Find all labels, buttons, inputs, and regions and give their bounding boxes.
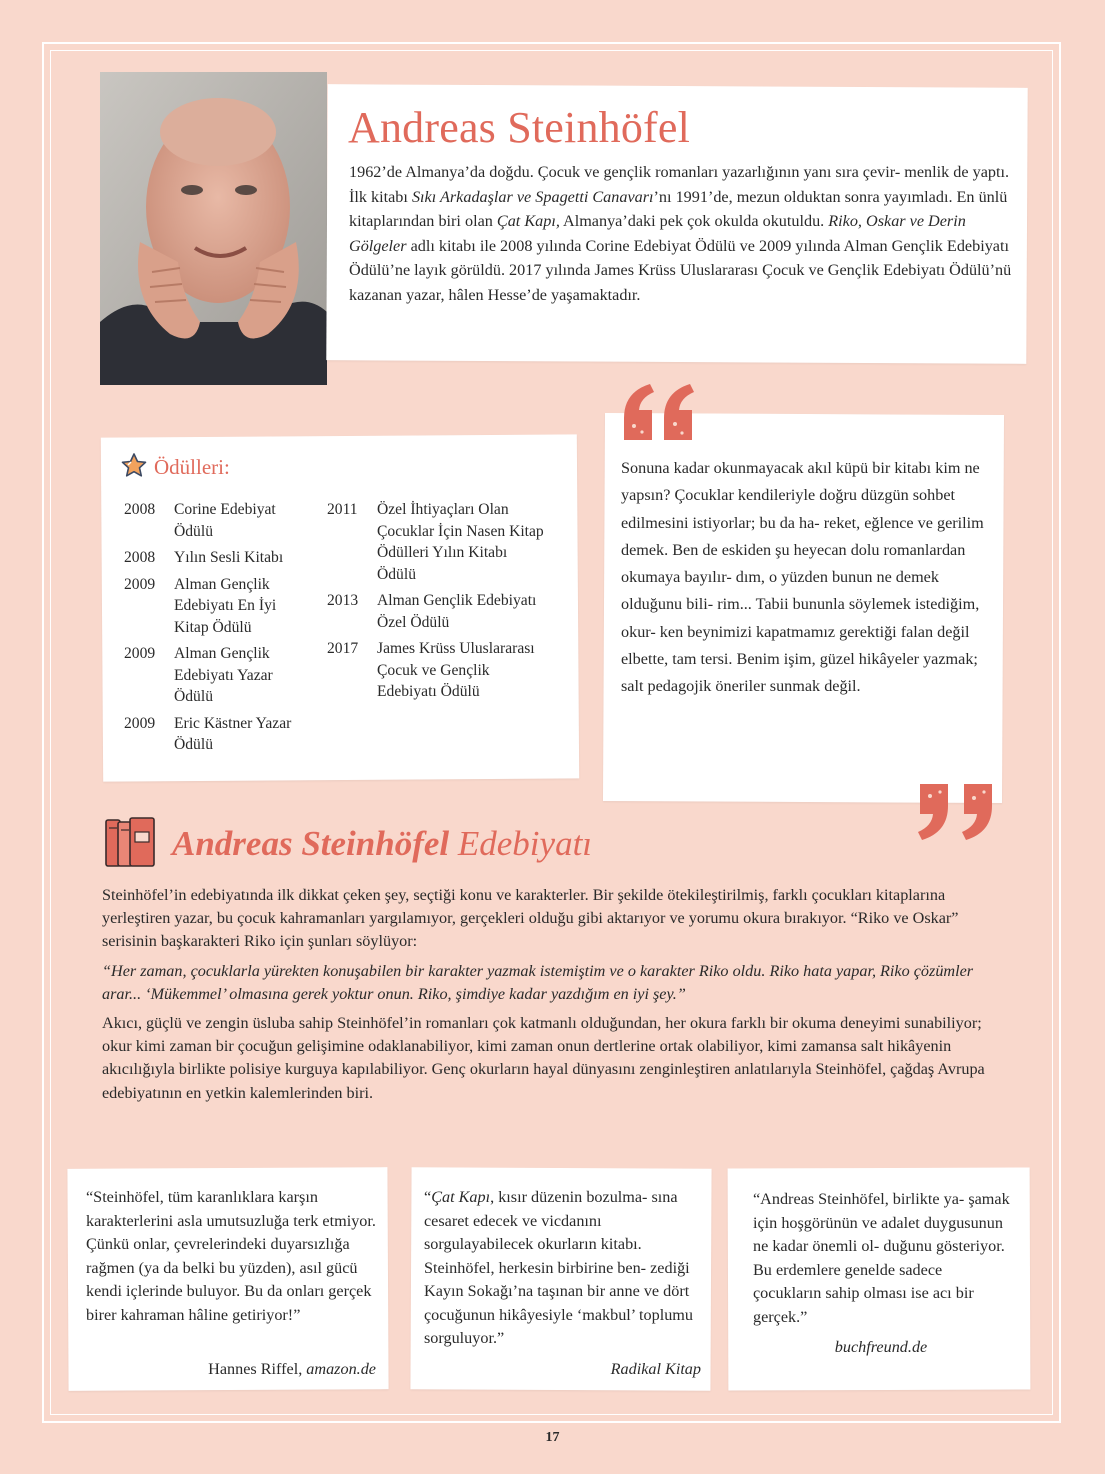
award-name: Corine Edebiyat Ödülü <box>174 501 276 540</box>
awards-title: Ödülleri: <box>154 455 230 479</box>
author-name: Andreas Steinhöfel <box>348 103 691 152</box>
review-text: “Steinhöfel, tüm karanlıklara karşın karakterlerini asla umutsuzluğa terk etmiyor. Çünkü onlar, çevrelerindeki duyarsızlığa rağmen (ya da belki bu yüzden), asıl gücü kendi içlerinde buluyor. Bu da onları gerçek birer kahraman hâline getiriyor!” <box>86 1188 376 1324</box>
award-year: 2011 <box>327 501 358 518</box>
literature-paragraph: Steinhöfel’in edebiyatında ilk dikkat çeken şey, seçtiği konu ve karakterler. Bir şekilde ötekileştirilmiş, farklı çocukları kitaplarına yerleştiren yazar, bu çocuk kahramanları yargılamıyor, gerçekleri olduğu gibi aktarıyor ve yorumu okura bırakıyor. “Riko ve Oskar” serisinin başkarakteri Riko için şunları söylüyor: <box>102 886 959 951</box>
award-item <box>124 643 304 708</box>
award-item <box>124 574 304 639</box>
awards-list-right <box>327 499 547 708</box>
award-item <box>124 713 304 756</box>
review-text: “Andreas Steinhöfel, birlikte ya- şamak için hoşgörünün ve adalet duygusunun ne kadar önemli ol- duğunu gösteriyor. Bu erdemlere genelde sadece çocukların sahip olması ise acı bir gerçek.” <box>753 1190 1010 1326</box>
award-year: 2017 <box>327 640 359 657</box>
close-quote-icon <box>916 780 1000 847</box>
award-name: Yılın Sesli Kitabı <box>174 549 284 566</box>
literature-header <box>102 812 592 875</box>
award-year: 2008 <box>124 501 156 518</box>
award-name: Alman Gençlik Edebiyatı En İyi Kitap Ödülü <box>174 575 277 636</box>
award-year: 2009 <box>124 714 156 732</box>
award-name: Eric Kästner Yazar Ödülü <box>174 714 292 753</box>
review-source: Radikal Kitap <box>610 1360 701 1378</box>
literature-paragraph: Akıcı, güçlü ve zengin üsluba sahip Steinhöfel’in romanları çok katmanlı olduğundan, her okura farklı bir okuma deneyimi sunabiliyor; okur kimi zaman bir çocuğun gelişimine odaklanabiliyor, kimi zaman onun dertlerine ortak olabiliyor, kimi zamansa salt hikâyenin akıcılığıyla birlikte polisiye kurguya kapılabiliyor. Genç okurların hayal dünyasını zenginleştiren anlatılarıyla Steinhöfel, çağdaş Avrupa edebiyatının en yetkin kalemlerinden biri. <box>102 1014 985 1102</box>
award-item <box>327 638 547 703</box>
award-name: James Krüss Uluslararası Çocuk ve Gençlik Edebiyatı Ödülü <box>377 640 535 700</box>
award-item <box>327 590 547 633</box>
awards-list-left <box>124 499 304 761</box>
award-name: Özel İhtiyaçları Olan Çocuklar İçin Nasen Kitap Ödülleri Yılın Kitabı Ödülü <box>377 501 544 583</box>
page-number: 17 <box>545 1430 560 1445</box>
award-year: 2008 <box>124 549 156 566</box>
award-item <box>124 499 304 542</box>
review-text: “Çat Kapı, kısır düzenin bozulma- sına cesaret edecek ve vicdanını sorgulayabilecek okurların kitabı. Steinhöfel, herkesin birbirine ben- zediği Kayın Sokağı’na taşınan bir anne ve dört çocuğunun hikâyesiyle ‘makbul’ toplumu sorguluyor.” <box>424 1188 693 1347</box>
star-icon <box>120 452 148 483</box>
award-year: 2013 <box>327 592 359 609</box>
open-quote-icon <box>620 382 700 451</box>
award-name: Alman Gençlik Edebiyatı Yazar Ödülü <box>174 645 273 705</box>
author-photo <box>100 72 327 385</box>
literature-body <box>102 884 1002 1111</box>
literature-title: Andreas Steinhöfel Edebiyatı <box>172 823 593 863</box>
award-year: 2009 <box>124 645 156 662</box>
award-year: 2009 <box>124 575 156 593</box>
literature-quote: “Her zaman, çocuklarla yürekten konuşabilen bir karakter yazmak istemiştim ve o karakter Riko oldu. Riko hata yapar, Riko çözümler arar... ‘Mükemmel’ olmasına gerek yoktur onun. Riko, şimdiye kadar yazdığım en iyi şey.” <box>102 961 974 1003</box>
award-item <box>124 547 304 569</box>
author-quote-text: Sonuna kadar okunmayacak akıl küpü bir kitabı kim ne yapsın? Çocuklar kendileriyle doğru düzgün sohbet edilmesini istiyorlar; bu da ha- reket, eğlence ve gerilim demek. Ben de eskiden şu heyecan dolu romanlardan okumaya bayılır- dım, o yüzden bunun ne demek olduğunu bili- rim... Tabii bununla söylemek istediğim, okur- ken beynimizi kapatmamız gerektiği falan değil elbette, tam tersi. Benim işim, güzel hikâyeler yazmak; salt pedagojik öneriler sunmak değil. <box>621 459 984 696</box>
books-icon <box>102 812 160 875</box>
author-bio: 1962’de Almanya’da doğdu. Çocuk ve gençlik romanları yazarlığının yanı sıra çevir- menlik de yaptı. İlk kitabı Sıkı Arkadaşlar ve Spagetti Canavarı’nı 1991’de, mezun olduktan sonra yayımladı. En ünlü kitaplarından biri olan Çat Kapı, Almanya’daki pek çok okulda okutuldu. Riko, Oskar ve Derin Gölgeler adlı kitabı ile 2008 yılında Corine Edebiyat Ödülü ve 2009 yılında Alman Gençlik Edebiyatı Ödülü’ne layık görüldü. 2017 yılında James Krüss Uluslararası Çocuk ve Gençlik Edebiyatı Ödülü’nü kazanan yazar, hâlen Hesse’de yaşamaktadır. <box>349 163 1012 304</box>
review-source: buchfreund.de <box>834 1338 928 1356</box>
award-item <box>327 499 547 585</box>
awards-header <box>120 452 230 483</box>
award-name: Alman Gençlik Edebiyatı Özel Ödülü <box>377 592 537 631</box>
review-source: Hannes Riffel, amazon.de <box>208 1360 376 1378</box>
